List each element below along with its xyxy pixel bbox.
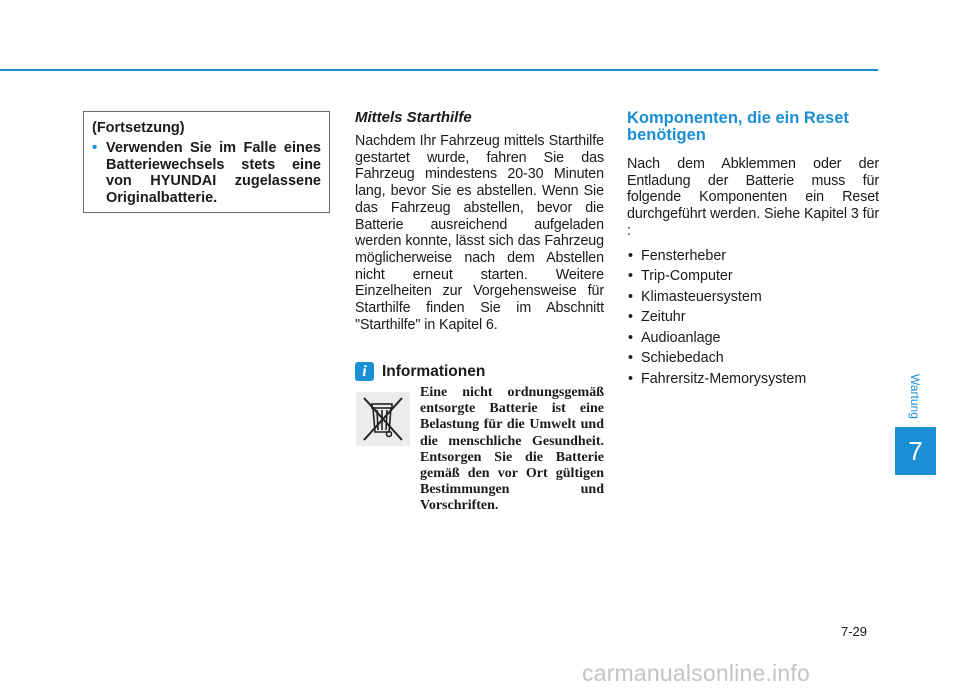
list-item: • Trip-Computer (627, 266, 879, 287)
bullet: • (628, 329, 634, 346)
right-column (627, 110, 879, 390)
section-title-jump-start: Mittels Starthilfe (355, 109, 472, 126)
info-icon: i (355, 362, 374, 381)
continuation-note (83, 111, 330, 213)
section-side-label: Wartung (908, 373, 922, 419)
note-title: (Fortsetzung) (92, 120, 185, 136)
bullet: • (92, 139, 98, 156)
info-title: Informationen (382, 362, 486, 380)
info-text: Eine nicht ordnungsgemäß entsorgte Batterie ist eine Belastung für die Umwelt und die menschliche Gesundheit. Entsorgen Sie die Batterie gemäß den vor Ort gültigen Bestimmungen und Vorschriften. (420, 385, 604, 514)
list-item: • Schiebedach (627, 348, 879, 369)
bullet: • (628, 350, 634, 367)
note-item-text: Verwenden Sie im Falle eines Batteriewechsels stets eine von HYUNDAI zugelassene Originalbatterie. (106, 140, 321, 206)
list-item: • Fensterheber (627, 246, 879, 267)
crossed-bin-icon (356, 392, 410, 446)
middle-column (355, 109, 604, 333)
page-number: 7-29 (841, 624, 868, 639)
bullet: • (628, 309, 634, 326)
reset-intro: Nach dem Abklemmen oder der Entladung der Batterie muss für folgende Komponenten ein Reset durchgeführt werden. Siehe Kapitel 3 für : (627, 156, 879, 239)
list-item: • Audioanlage (627, 328, 879, 349)
bullet: • (628, 371, 634, 388)
chapter-tab: 7 (895, 427, 936, 475)
info-heading (355, 362, 485, 381)
list-item: • Zeituhr (627, 307, 879, 328)
header-rule (0, 69, 878, 71)
bullet: • (628, 288, 634, 305)
list-item: • Fahrersitz-Memorysystem (627, 369, 879, 390)
jump-start-body: Nachdem Ihr Fahrzeug mittels Starthilfe gestartet wurde, fahren Sie das Fahrzeug mindestens 20-30 Minuten lang, bevor Sie es abstellen. Wenn Sie das Fahrzeug abstellen, bevor die Batterie ausreichend aufgeladen werden konnte, lässt sich das Fahrzeug möglicherweise nach dem Abstellen nicht erneut starten. Weitere Einzelheiten zur Vorgehensweise für Starthilfe finden Sie im Abschnitt "Starthilfe" in Kapitel 6. (355, 133, 604, 333)
reset-list (627, 246, 879, 390)
bullet: • (628, 247, 634, 264)
bullet: • (628, 268, 634, 285)
list-item: • Klimasteuersystem (627, 287, 879, 308)
watermark: carmanualsonline.info (582, 660, 810, 686)
note-item (92, 140, 321, 206)
section-title-reset: Komponenten, die ein Reset benötigen (627, 109, 849, 144)
